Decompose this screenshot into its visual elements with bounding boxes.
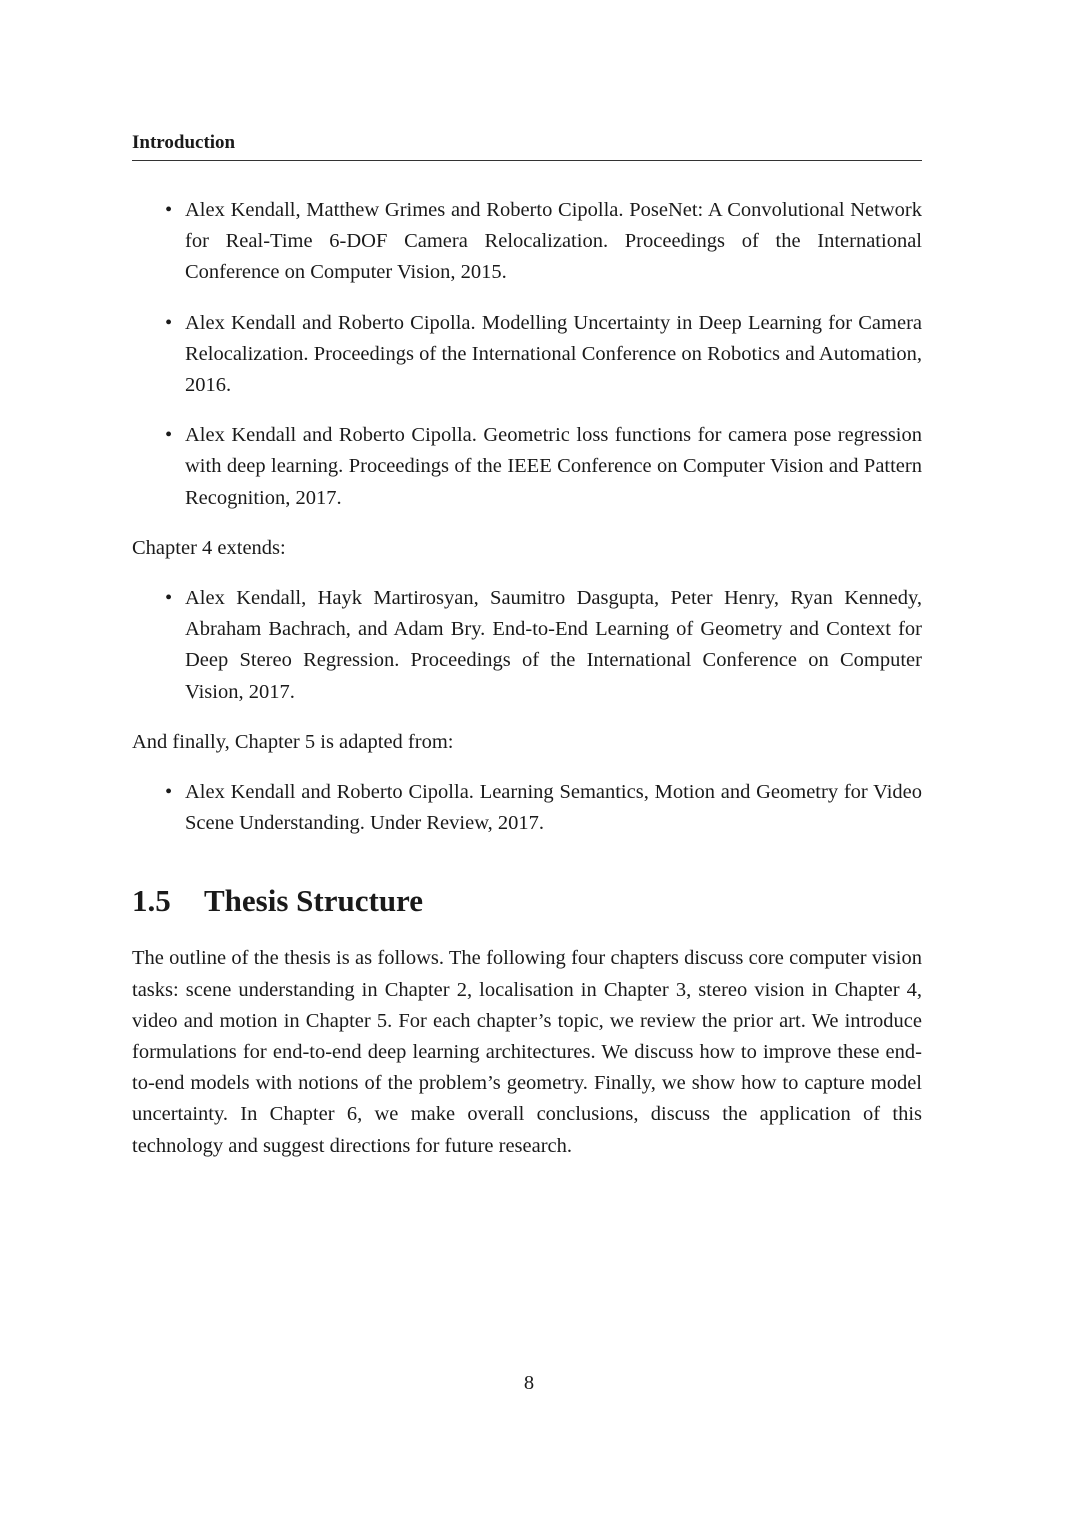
publication-list-chapter3 xyxy=(132,195,922,514)
publication-item: • Alex Kendall, Hayk Martirosyan, Saumitro Dasgupta, Peter Henry, Ryan Kennedy, Abraham Bachrach, and Adam Bry. End-to-End Learning of Geometry and Context for Deep Stereo Regression. Proceedings of the International Conference on Computer Vision, 2017. xyxy=(132,583,922,708)
section-body: The outline of the thesis is as follows. The following four chapters discuss core computer vision tasks: scene understanding in Chapter 2, localisation in Chapter 3, stereo vision in Chapter 4, video and motion in Chapter 5. For each chapter’s topic, we review the prior art. We introduce formulations for end-to-end deep learning architectures. We discuss how to improve these end-to-end models with notions of the problem’s geometry. Finally, we show how to capture model uncertainty. In Chapter 6, we make overall conclusions, discuss the application of this technology and suggest directions for future research. xyxy=(132,947,922,1157)
publication-item: • Alex Kendall and Roberto Cipolla. Modelling Uncertainty in Deep Learning for Camera Relocalization. Proceedings of the International Conference on Robotics and Automation, 2016. xyxy=(132,308,922,402)
page-content xyxy=(132,195,922,1181)
running-header xyxy=(132,130,922,161)
publication-item: • Alex Kendall and Roberto Cipolla. Learning Semantics, Motion and Geometry for Video Scene Understanding. Under Review, 2017. xyxy=(132,777,922,839)
publication-list-chapter4 xyxy=(132,583,922,708)
running-header-title: Introduction xyxy=(132,132,236,153)
chapter4-intro: Chapter 4 extends: xyxy=(132,536,286,559)
section-number: 1.5 xyxy=(132,883,171,919)
chapter5-intro: And finally, Chapter 5 is adapted from: xyxy=(132,730,454,753)
section-title: Thesis Structure xyxy=(204,883,424,919)
section-heading xyxy=(132,881,922,921)
publication-item: • Alex Kendall and Roberto Cipolla. Geometric loss functions for camera pose regression with deep learning. Proceedings of the IEEE Conference on Computer Vision and Pattern Recognition, 2017. xyxy=(132,420,922,514)
publication-item: • Alex Kendall, Matthew Grimes and Roberto Cipolla. PoseNet: A Convolutional Network for Real-Time 6-DOF Camera Relocalization. Proceedings of the International Conference on Computer Vision, 2015. xyxy=(132,195,922,289)
publication-list-chapter5 xyxy=(132,777,922,839)
page-number: 8 xyxy=(523,1372,535,1394)
